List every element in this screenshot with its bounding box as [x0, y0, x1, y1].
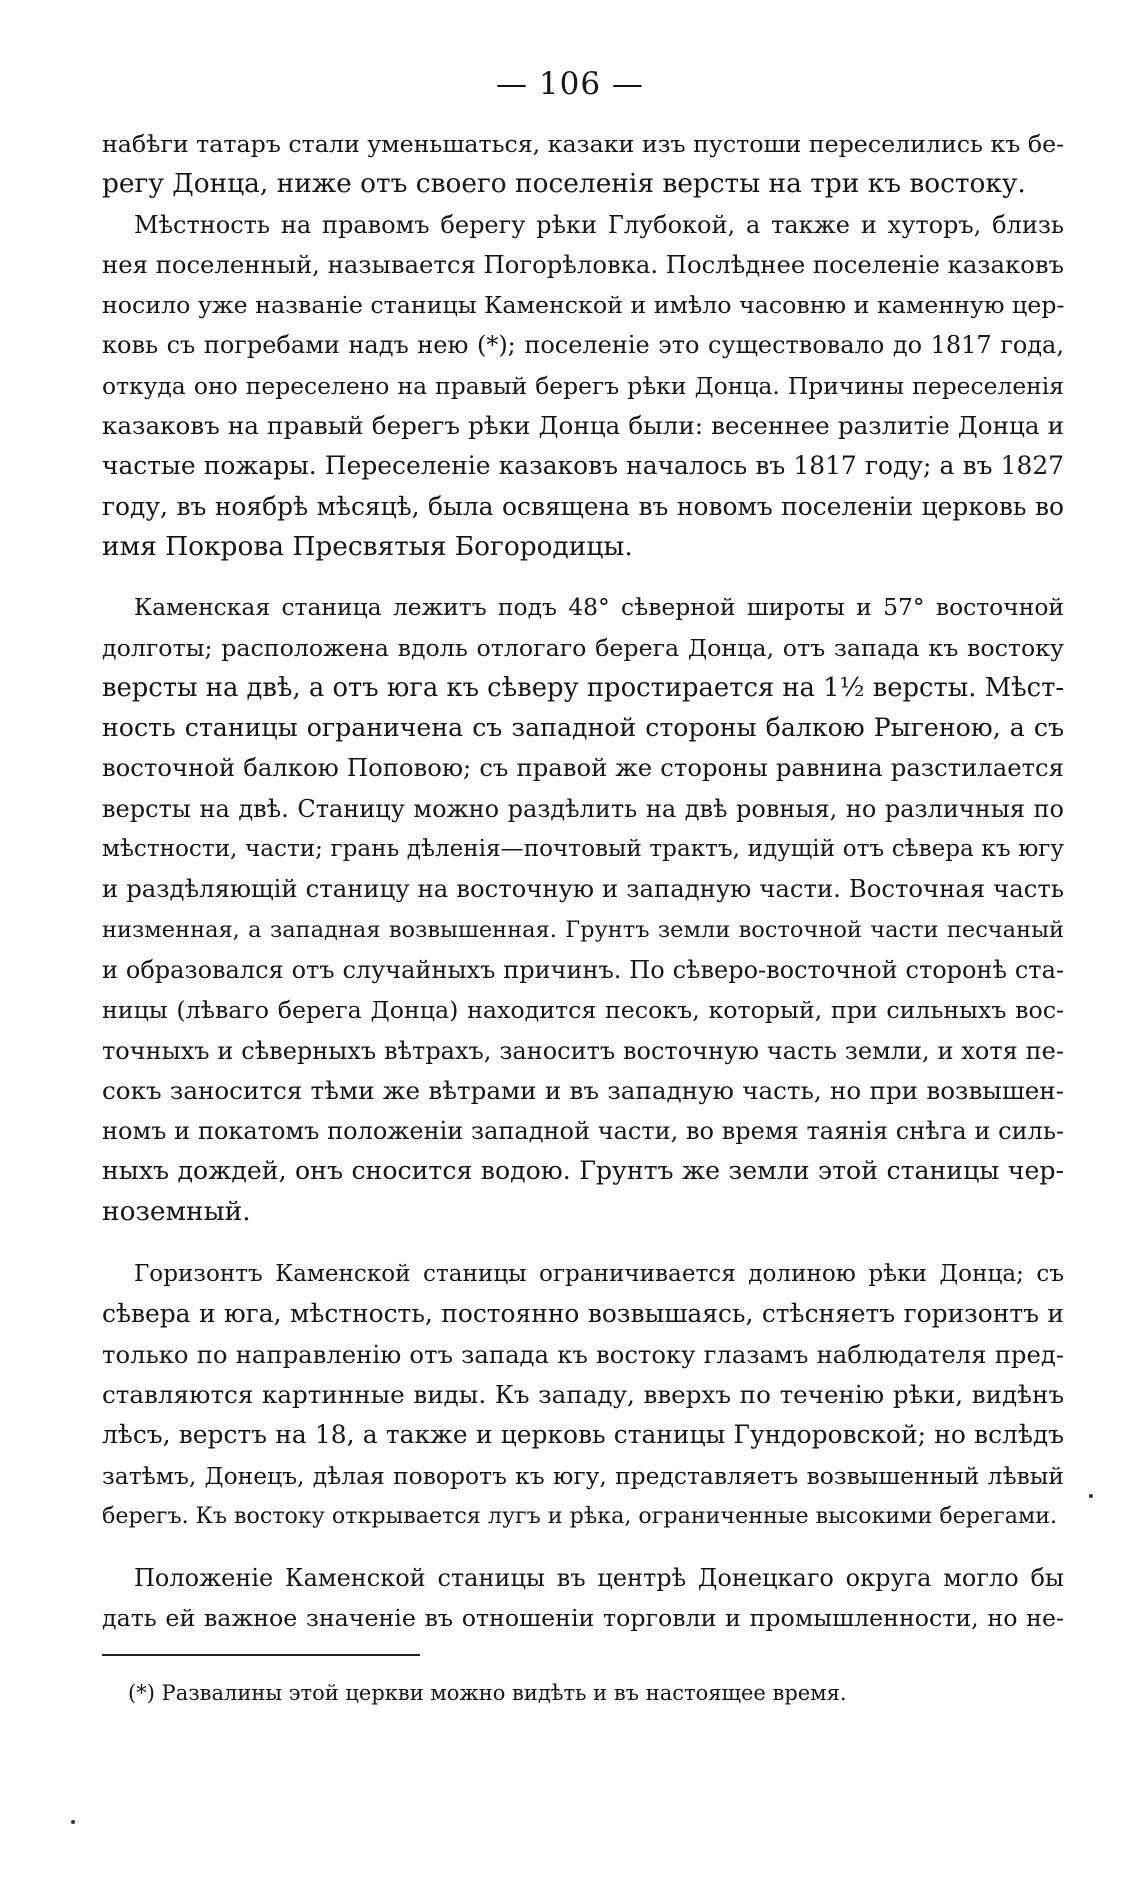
text-line: ноземный. — [102, 1195, 251, 1227]
text-line: ставляются картинные виды. Къ западу, вверхъ по теченію рѣки, видѣнъ — [102, 1379, 1064, 1409]
text-line: набѣги татаръ стали уменьшаться, казаки изъ пустоши переселились къ бе- — [102, 130, 1065, 158]
text-line: и образовался отъ случайныхъ причинъ. По сѣверо-восточной сторонѣ ста- — [102, 955, 1064, 984]
paragraph-4 — [102, 1254, 1064, 1536]
text-line: нея поселенный, называется Погорѣловка. Послѣднее поселеніе казаковъ — [102, 249, 1064, 279]
main-text — [102, 124, 1064, 1639]
text-line: Мѣстность на правомъ берегу рѣки Глубокой, а также и хуторъ, близь — [134, 210, 1064, 239]
text-line: ность станицы ограничена съ западной стороны балкою Рыгеною, а съ — [102, 713, 1064, 743]
text-line: регу Донца, ниже отъ своего поселенія версты на три къ востоку. — [102, 168, 1026, 200]
text-line: откуда оно переселено на правый берегъ рѣки Донца. Причины переселенія — [102, 371, 1064, 400]
text-line: лѣсъ, верстъ на 18, а также и церковь станицы Гундоровской; но вслѣдъ — [102, 1420, 1064, 1450]
text-line: имя Покрова Пресвятыя Богородицы. — [102, 530, 633, 562]
text-line: ковь съ погребами надъ нею (*); поселеніе это существовало до 1817 года, — [102, 331, 1064, 360]
text-line: сѣвера и юга, мѣстность, постоянно возвышаясь, стѣсняетъ горизонтъ и — [102, 1299, 1064, 1329]
text-line: версты на двѣ. Станицу можно раздѣлить на двѣ ровныя, но различныя по — [102, 794, 1064, 823]
footnote-divider — [102, 1654, 420, 1656]
text-line: дать ей важное значеніе въ отношеніи торговли и промышленности, но не- — [102, 1604, 1064, 1633]
text-line: низменная, а западная возвышенная. Грунтъ земли восточной части песчаный — [102, 916, 1064, 943]
text-line: мѣстности, части; грань дѣленія—почтовый трактъ, идущій отъ сѣвера къ югу — [102, 836, 1064, 863]
text-line: Горизонтъ Каменской станицы ограничивается долиною рѣки Донца; съ — [134, 1261, 1064, 1288]
text-line: году, въ ноябрѣ мѣсяцѣ, была освящена въ новомъ поселеніи церковь во — [102, 491, 1064, 521]
text-line: только по направленію отъ запада къ востоку глазамъ наблюдателя пред- — [102, 1339, 1064, 1369]
text-line: сокъ заносится тѣми же вѣтрами и въ западную часть, но при возвышен- — [102, 1075, 1064, 1105]
text-line: ницы (лѣваго берега Донца) находится песокъ, который, при сильныхъ вос- — [102, 996, 1064, 1025]
text-line: казаковъ на правый берегъ рѣки Донца были: весеннее разлитіе Донца и — [102, 411, 1064, 441]
text-line: восточной балкою Поповою; съ правой же стороны равнина разстилается — [102, 753, 1064, 783]
text-line: и раздѣляющій станицу на восточную и западную части. Восточная часть — [102, 874, 1064, 904]
paragraph-2 — [102, 205, 1064, 568]
text-line: Положеніе Каменской станицы въ центрѣ Донецкаго округа могло бы — [134, 1564, 1064, 1593]
print-speck — [71, 1820, 75, 1824]
text-line: версты на двѣ, а отъ юга къ сѣверу простирается на 1½ версты. Мѣст- — [102, 672, 1065, 703]
text-line: ныхъ дождей, онъ сносится водою. Грунтъ же земли этой станицы чер- — [102, 1156, 1064, 1186]
text-line: берегъ. Къ востоку открывается лугъ и рѣка, ограниченные высокими берегами. — [102, 1502, 1058, 1529]
text-line: частые пожары. Переселеніе казаковъ началось въ 1817 году; а въ 1827 — [102, 451, 1064, 481]
paragraph-3 — [102, 587, 1064, 1232]
paragraph-5 — [102, 1558, 1064, 1639]
footnote: (*) Развалины этой церкви можно видѣть и въ настоящее время. — [128, 1681, 847, 1705]
text-line: долготы; расположена вдоль отлогаго берега Донца, отъ запада къ востоку — [102, 633, 1064, 662]
text-line: носило уже названіе станицы Каменской и имѣло часовню и каменную цер- — [102, 291, 1065, 320]
paragraph-1 — [102, 124, 1064, 205]
text-line: точныхъ и сѣверныхъ вѣтрахъ, заноситъ восточную часть земли, и хотя пе- — [102, 1036, 1064, 1065]
text-line: Каменская станица лежитъ подъ 48° сѣверной широты и 57° восточной — [134, 593, 1064, 622]
text-line: номъ и покатомъ положеніи западной части, во время таянія снѣга и силь- — [102, 1117, 1064, 1146]
print-speck — [1089, 1494, 1093, 1498]
text-line: затѣмъ, Донецъ, дѣлая поворотъ къ югу, представляетъ возвышенный лѣвый — [102, 1461, 1064, 1490]
page-number: — 106 — — [496, 66, 644, 102]
